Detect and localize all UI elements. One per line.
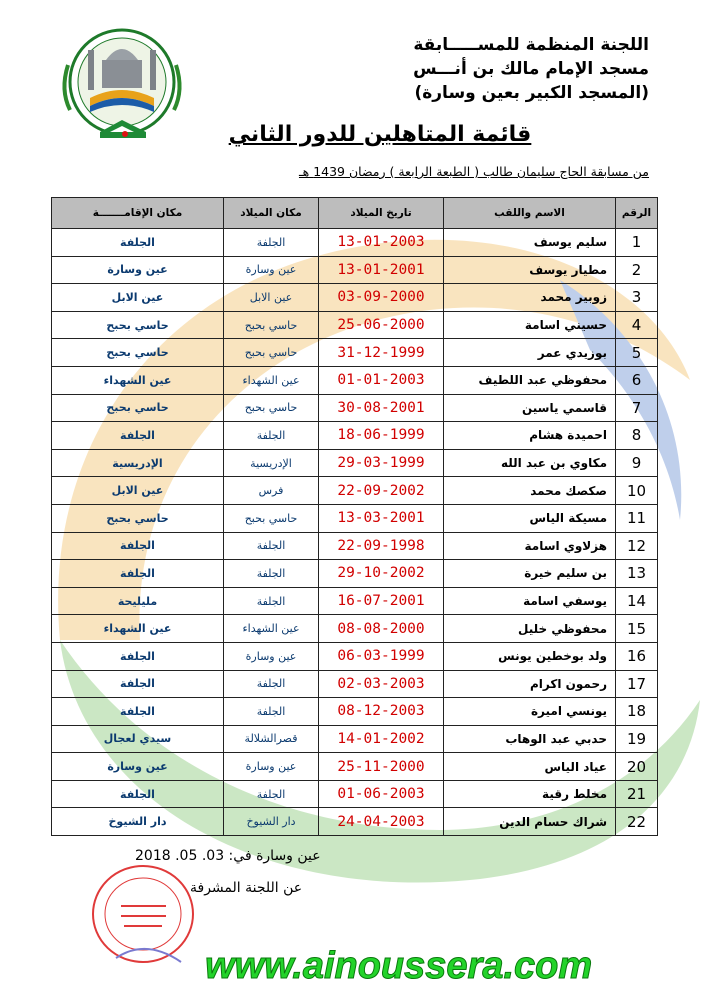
cell-name: ولد بوخطين يونس	[444, 642, 616, 670]
cell-num: 16	[616, 642, 658, 670]
cell-dob: 18-06-1999	[319, 422, 444, 450]
cell-name: مسيكة الياس	[444, 504, 616, 532]
cell-name: بن سليم خيرة	[444, 560, 616, 588]
cell-name: محفوظي عبد اللطيف	[444, 366, 616, 394]
table-row	[52, 808, 658, 836]
cell-name: حسيني اسامة	[444, 311, 616, 339]
cell-name: بوزيدي عمر	[444, 339, 616, 367]
table-row	[52, 311, 658, 339]
cell-num: 6	[616, 366, 658, 394]
table-row	[52, 504, 658, 532]
cell-name: احميدة هشام	[444, 422, 616, 450]
cell-num: 19	[616, 725, 658, 753]
cell-num: 13	[616, 560, 658, 588]
cell-dob: 03-09-2000	[319, 284, 444, 312]
cell-pob: قصرالشلالة	[224, 725, 319, 753]
cell-pob: الجلفة	[224, 229, 319, 257]
cell-residence: الجلفة	[52, 670, 224, 698]
cell-pob: الجلفة	[224, 698, 319, 726]
cell-dob: 16-07-2001	[319, 587, 444, 615]
table-row	[52, 422, 658, 450]
org-line-3: (المسجد الكبير بعين وسارة)	[414, 83, 649, 103]
table-row	[52, 780, 658, 808]
cell-num: 18	[616, 698, 658, 726]
cell-dob: 02-03-2003	[319, 670, 444, 698]
cell-residence: الجلفة	[52, 532, 224, 560]
cell-dob: 14-01-2002	[319, 725, 444, 753]
cell-residence: عين وسارة	[52, 753, 224, 781]
cell-pob: حاسي بحبح	[224, 339, 319, 367]
table-row	[52, 394, 658, 422]
cell-num: 14	[616, 587, 658, 615]
cell-residence: الجلفة	[52, 560, 224, 588]
cell-num: 8	[616, 422, 658, 450]
table-row	[52, 532, 658, 560]
cell-pob: الجلفة	[224, 587, 319, 615]
cell-pob: الإدريسية	[224, 449, 319, 477]
signature-label: عن اللجنة المشرفة	[190, 880, 303, 896]
cell-num: 21	[616, 780, 658, 808]
cell-num: 22	[616, 808, 658, 836]
cell-pob: عين وسارة	[224, 642, 319, 670]
cell-residence: الجلفة	[52, 229, 224, 257]
cell-pob: حاسي بحبح	[224, 394, 319, 422]
cell-pob: الجلفة	[224, 422, 319, 450]
table-row	[52, 725, 658, 753]
cell-name: مكاوي بن عبد الله	[444, 449, 616, 477]
cell-dob: 29-10-2002	[319, 560, 444, 588]
cell-num: 7	[616, 394, 658, 422]
cell-dob: 22-09-1998	[319, 532, 444, 560]
cell-pob: حاسي بحبح	[224, 504, 319, 532]
cell-name: عياد الياس	[444, 753, 616, 781]
cell-name: رحمون اكرام	[444, 670, 616, 698]
table-header-row	[52, 198, 658, 229]
cell-dob: 01-06-2003	[319, 780, 444, 808]
cell-residence: حاسي بحبح	[52, 311, 224, 339]
table-row	[52, 366, 658, 394]
cell-residence: الجلفة	[52, 698, 224, 726]
cell-dob: 25-06-2000	[319, 311, 444, 339]
cell-dob: 08-08-2000	[319, 615, 444, 643]
cell-residence: عين وسارة	[52, 256, 224, 284]
header-pob: مكان الميلاد	[224, 198, 319, 229]
header-residence: مكان الإقامـــــــة	[52, 198, 224, 229]
cell-residence: دار الشيوخ	[52, 808, 224, 836]
place-date: عين وسارة في: 03. 05. 2018	[135, 848, 321, 864]
cell-dob: 22-09-2002	[319, 477, 444, 505]
cell-dob: 06-03-1999	[319, 642, 444, 670]
table-row	[52, 615, 658, 643]
cell-name: يونسي اميرة	[444, 698, 616, 726]
cell-residence: عين الشهداء	[52, 366, 224, 394]
cell-name: صكصك محمد	[444, 477, 616, 505]
contest-logo	[50, 20, 195, 155]
cell-pob: عين الشهداء	[224, 366, 319, 394]
cell-name: مطيار يوسف	[444, 256, 616, 284]
qualifiers-table	[51, 197, 658, 836]
website-url[interactable]: www.ainoussera.com	[205, 945, 593, 987]
cell-num: 9	[616, 449, 658, 477]
table-row	[52, 229, 658, 257]
cell-name: سليم يوسف	[444, 229, 616, 257]
cell-residence: الجلفة	[52, 422, 224, 450]
table-row	[52, 560, 658, 588]
cell-pob: عين وسارة	[224, 256, 319, 284]
cell-pob: الجلفة	[224, 670, 319, 698]
cell-dob: 25-11-2000	[319, 753, 444, 781]
header-num: الرقم	[616, 198, 658, 229]
cell-pob: الجلفة	[224, 532, 319, 560]
cell-residence: مليليحة	[52, 587, 224, 615]
cell-pob: دار الشيوخ	[224, 808, 319, 836]
cell-residence: الجلفة	[52, 780, 224, 808]
cell-num: 4	[616, 311, 658, 339]
cell-residence: عين الابل	[52, 477, 224, 505]
table-row	[52, 753, 658, 781]
organizer-block	[413, 33, 649, 105]
cell-num: 3	[616, 284, 658, 312]
official-stamp	[86, 858, 201, 978]
cell-dob: 24-04-2003	[319, 808, 444, 836]
cell-pob: عين الشهداء	[224, 615, 319, 643]
cell-dob: 01-01-2003	[319, 366, 444, 394]
cell-num: 17	[616, 670, 658, 698]
cell-dob: 13-01-2003	[319, 229, 444, 257]
cell-residence: الإدريسية	[52, 449, 224, 477]
cell-num: 20	[616, 753, 658, 781]
table-row	[52, 339, 658, 367]
cell-num: 12	[616, 532, 658, 560]
cell-dob: 13-01-2001	[319, 256, 444, 284]
cell-num: 10	[616, 477, 658, 505]
table-row	[52, 670, 658, 698]
cell-dob: 13-03-2001	[319, 504, 444, 532]
cell-name: محفوظي خليل	[444, 615, 616, 643]
table-row	[52, 477, 658, 505]
cell-name: يوسفي اسامة	[444, 587, 616, 615]
cell-pob: فرس	[224, 477, 319, 505]
page-title: قائمة المتاهلين للدور الثاني	[228, 122, 532, 147]
cell-pob: عين وسارة	[224, 753, 319, 781]
cell-dob: 29-03-1999	[319, 449, 444, 477]
org-line-1: اللجنة المنظمة للمســـــابقة	[413, 35, 649, 55]
cell-pob: حاسي بحبح	[224, 311, 319, 339]
cell-num: 1	[616, 229, 658, 257]
table-row	[52, 449, 658, 477]
cell-name: هزلاوي اسامة	[444, 532, 616, 560]
cell-num: 11	[616, 504, 658, 532]
table-row	[52, 587, 658, 615]
cell-dob: 31-12-1999	[319, 339, 444, 367]
cell-pob: الجلفة	[224, 780, 319, 808]
cell-residence: حاسي بحبح	[52, 339, 224, 367]
table-row	[52, 284, 658, 312]
cell-dob: 08-12-2003	[319, 698, 444, 726]
cell-pob: الجلفة	[224, 560, 319, 588]
cell-dob: 30-08-2001	[319, 394, 444, 422]
cell-residence: عين الشهداء	[52, 615, 224, 643]
cell-residence: حاسي بحبح	[52, 504, 224, 532]
cell-name: حدبي عبد الوهاب	[444, 725, 616, 753]
cell-num: 5	[616, 339, 658, 367]
org-line-2: مسجد الإمام مالك بن أنـــس	[413, 59, 649, 79]
table-row	[52, 642, 658, 670]
cell-residence: عين الابل	[52, 284, 224, 312]
cell-residence: حاسي بحبح	[52, 394, 224, 422]
cell-residence: سيدي لعجال	[52, 725, 224, 753]
page-subtitle: من مسابقة الحاج سليمان طالب ( الطبعة الرابعة ) رمضان 1439 هـ	[298, 164, 649, 179]
cell-name: مخلط رقية	[444, 780, 616, 808]
cell-name: شراك حسام الدين	[444, 808, 616, 836]
table-row	[52, 698, 658, 726]
cell-num: 15	[616, 615, 658, 643]
cell-residence: الجلفة	[52, 642, 224, 670]
header-dob: تاريخ الميلاد	[319, 198, 444, 229]
cell-num: 2	[616, 256, 658, 284]
cell-pob: عين الابل	[224, 284, 319, 312]
header-name: الاسم واللقب	[444, 198, 616, 229]
cell-name: قاسمي ياسين	[444, 394, 616, 422]
table-row	[52, 256, 658, 284]
cell-name: زوبير محمد	[444, 284, 616, 312]
